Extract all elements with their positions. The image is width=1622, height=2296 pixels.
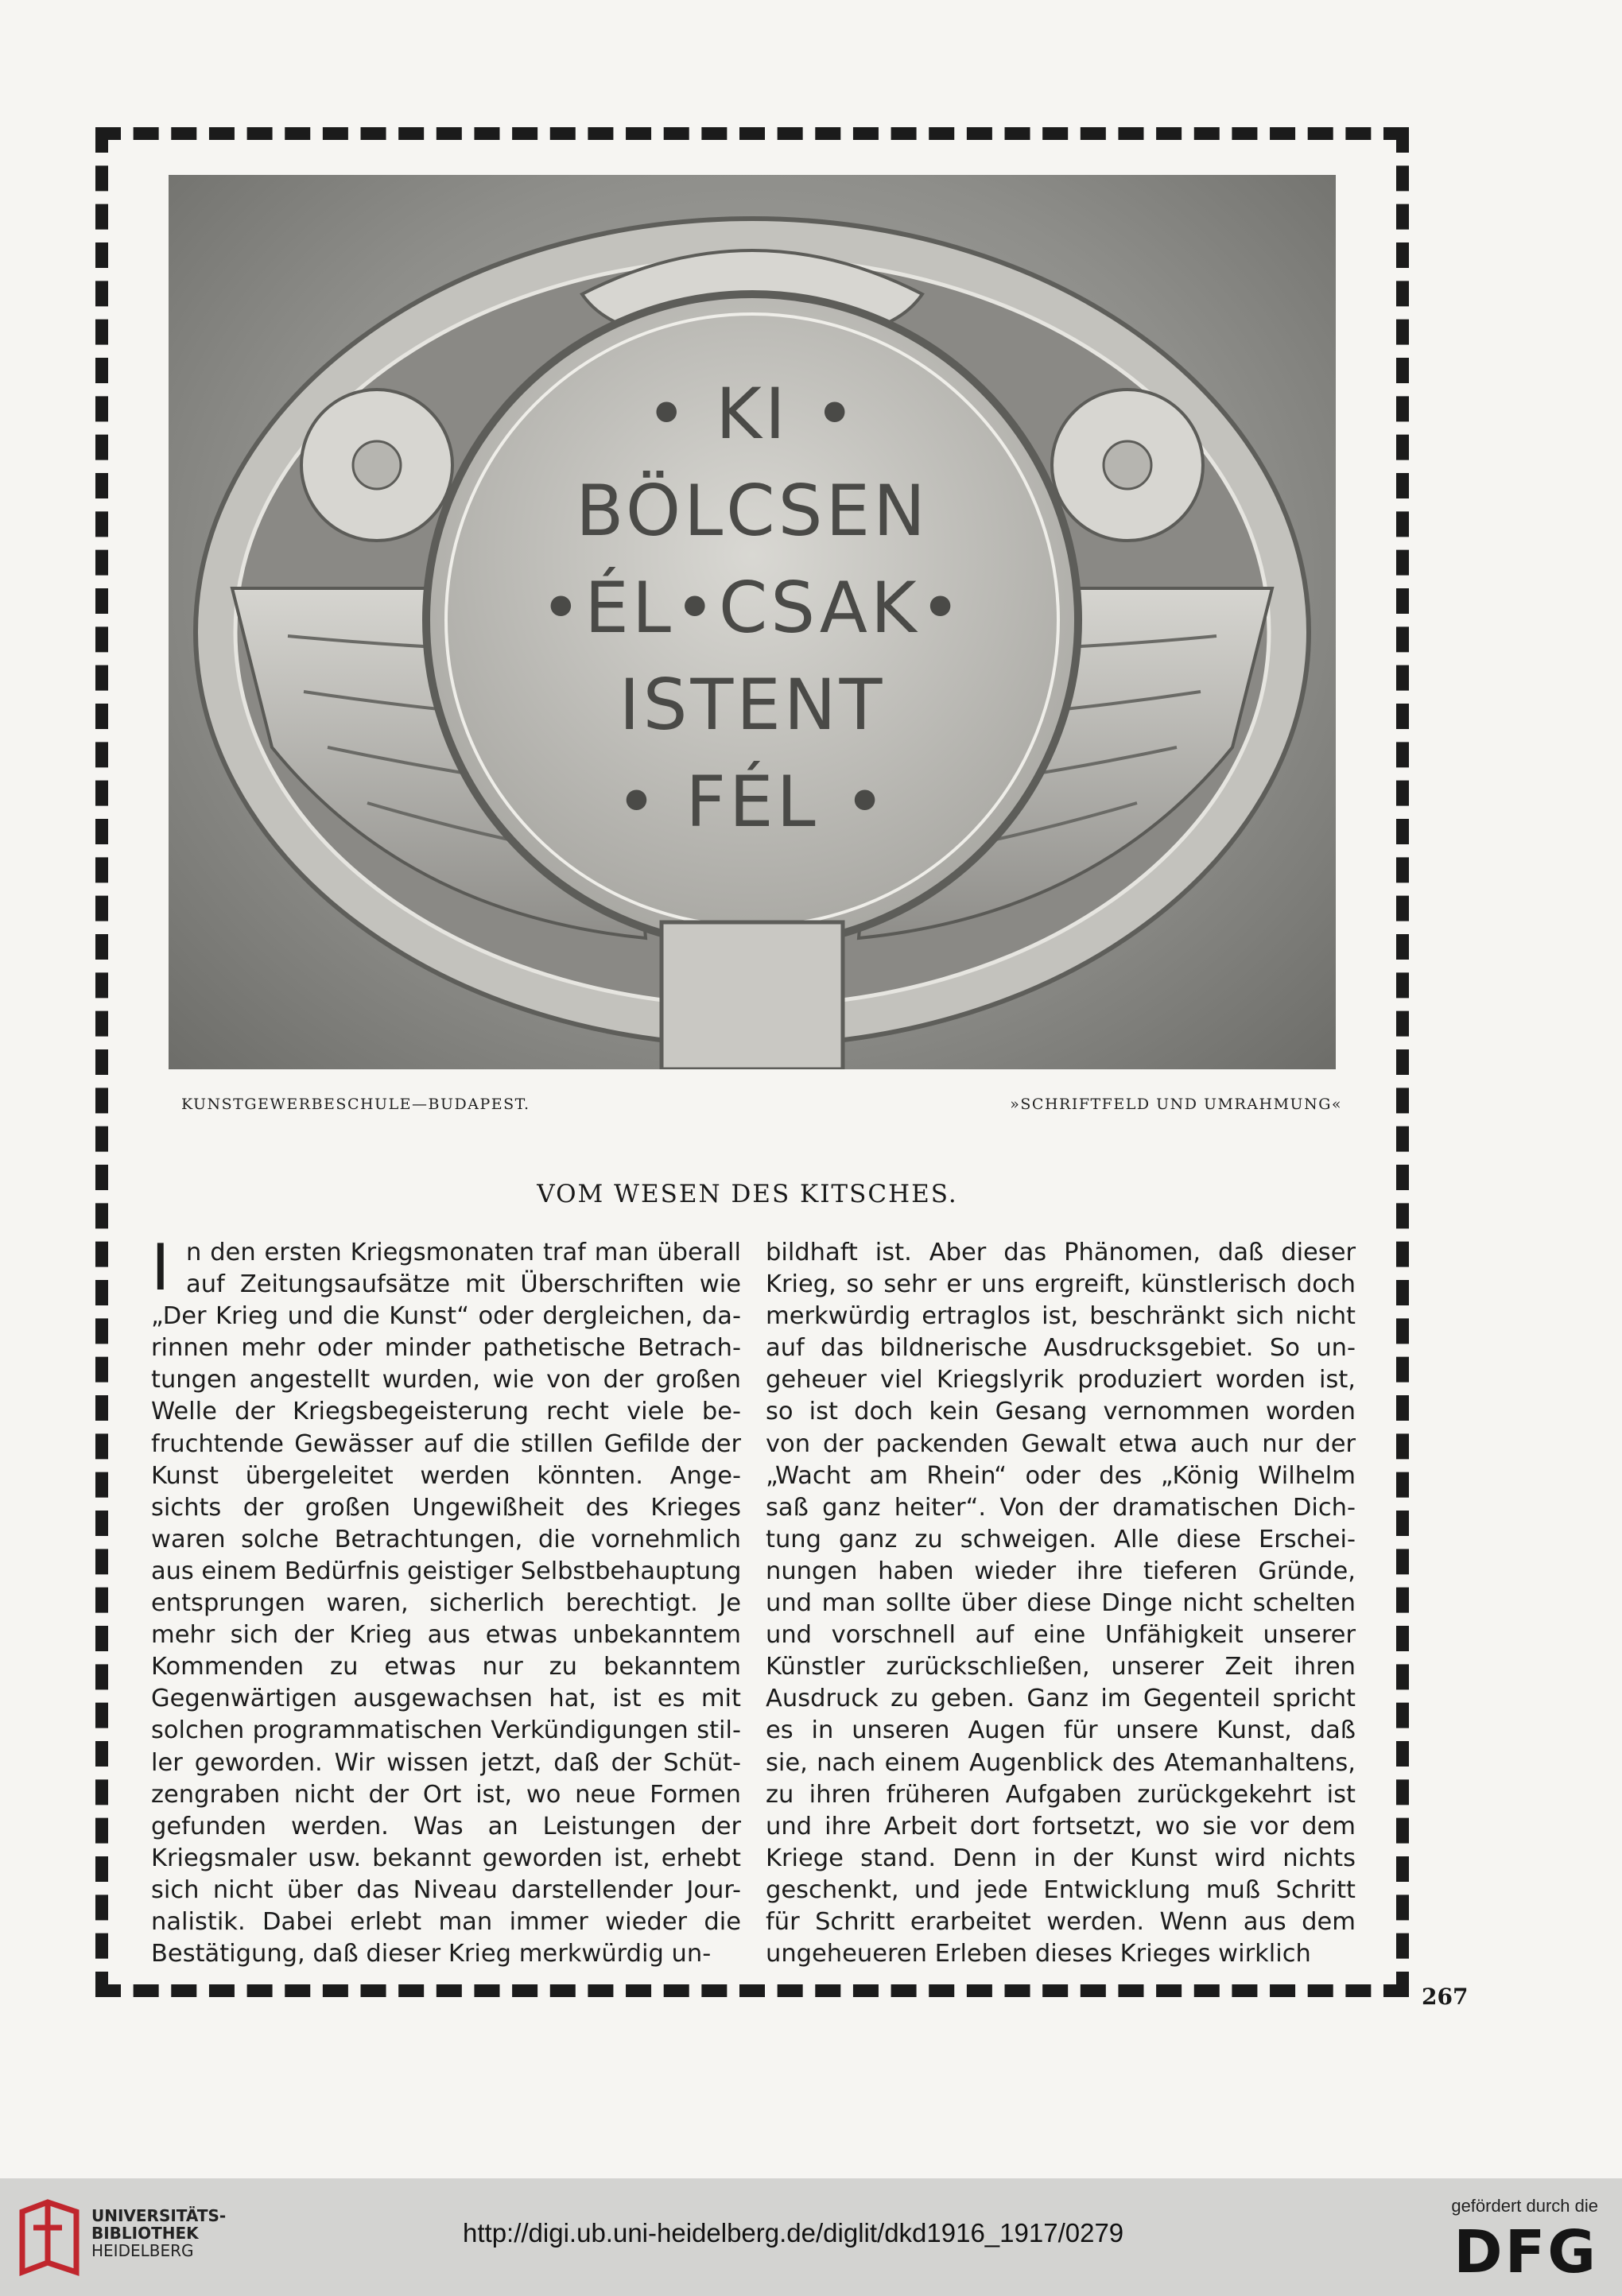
- text-line: merkwürdig ertraglos ist, beschränkt sich nicht: [766, 1302, 1356, 1331]
- inscription-line: •ÉL•CSAK•: [540, 567, 964, 649]
- library-name-line: BIBLIOTHEK: [91, 2224, 199, 2243]
- library-name-line: UNIVERSITÄTS-: [91, 2206, 227, 2225]
- text-line: es in unseren Augen für unsere Kunst, daß: [766, 1716, 1356, 1745]
- inscription-line: ISTENT: [619, 664, 886, 746]
- text-line: ler geworden. Wir wissen jetzt, daß der Schüt-: [151, 1748, 741, 1777]
- text-line: tung ganz zu schweigen. Alle diese Erschei-: [766, 1525, 1356, 1553]
- caption-left: KUNSTGEWERBESCHULE—BUDAPEST.: [181, 1096, 530, 1113]
- text-line: n den ersten Kriegsmonaten traf man überall: [186, 1239, 741, 1266]
- text-line: auf das bildnerische Ausdrucksgebiet. So un-: [766, 1334, 1356, 1363]
- funded-by-label: gefördert durch die: [1451, 2196, 1598, 2216]
- text-line: geschenkt, und jede Entwicklung muß Schritt: [766, 1875, 1356, 1904]
- text-line: sichts der großen Ungewißheit des Krieges: [151, 1493, 741, 1522]
- digitization-footer: [0, 2178, 1622, 2296]
- text-line: zu ihren früheren Aufgaben zurückgekehrt ist: [766, 1780, 1356, 1809]
- text-column-left: [151, 1231, 742, 1970]
- text-line: auf Zeitungsaufsätze mit Überschriften wie: [186, 1270, 741, 1299]
- text-line: entsprungen waren, sicherlich berechtigt. Je: [151, 1589, 741, 1618]
- text-line: nalistik. Dabei erlebt man immer wieder die: [151, 1907, 741, 1936]
- text-line: Kriegsmaler usw. bekannt geworden ist, erhebt: [151, 1844, 741, 1872]
- dfg-logo: DFG: [1453, 2218, 1598, 2286]
- text-line: saß ganz heiter“. Von der dramatischen Dich-: [766, 1493, 1356, 1522]
- text-line: Krieg, so sehr er uns ergreift, künstlerisch doch: [766, 1270, 1356, 1299]
- text-line: von der packenden Gewalt etwa auch nur der: [766, 1429, 1356, 1458]
- text-line: rinnen mehr oder minder pathetische Betrach-: [151, 1334, 741, 1363]
- text-line: zengraben nicht der Ort ist, wo neue Formen: [151, 1780, 741, 1809]
- inscription: [514, 366, 991, 851]
- text-line: aus einem Bedürfnis geistiger Selbstbehauptung: [151, 1557, 742, 1585]
- text-line: Kommenden zu etwas nur zu bekanntem: [151, 1653, 741, 1681]
- text-line: sie, nach einem Augenblick des Atemanhaltens,: [766, 1748, 1356, 1777]
- article-title: VOM WESEN DES KITSCHES.: [537, 1180, 958, 1208]
- text-column-right: [766, 1237, 1356, 1970]
- drop-cap: I: [151, 1231, 170, 1305]
- text-line: tungen angestellt wurden, wie von der großen: [151, 1366, 741, 1394]
- text-line: gefunden werden. Was an Leistungen der: [151, 1812, 741, 1840]
- text-line: „Wacht am Rhein“ oder des „König Wilhelm: [766, 1461, 1356, 1490]
- text-line: Gegenwärtigen ausgewachsen hat, ist es mit: [151, 1685, 741, 1713]
- text-line: Künstler zurückschließen, unserer Zeit ihren: [766, 1653, 1356, 1681]
- text-line: Ausdruck zu geben. Ganz im Gegenteil spricht: [766, 1685, 1356, 1713]
- text-line: und vorschnell auf eine Unfähigkeit unserer: [766, 1621, 1356, 1650]
- caption-right: »SCHRIFTFELD UND UMRAHMUNG«: [1010, 1096, 1342, 1113]
- text-line: für Schritt erarbeitet werden. Wenn aus dem: [766, 1907, 1356, 1936]
- text-line: Bestätigung, daß dieser Krieg merkwürdig un-: [151, 1940, 712, 1968]
- library-name-line: HEIDELBERG: [91, 2241, 194, 2260]
- text-line: mehr sich der Krieg aus etwas unbekanntem: [151, 1621, 741, 1650]
- text-line: Welle der Kriegsbegeisterung recht viele be-: [151, 1398, 741, 1426]
- relief-photograph: [169, 175, 1336, 1069]
- text-line: Kriege stand. Denn in der Kunst wird nichts: [766, 1844, 1356, 1872]
- text-line: „Der Krieg und die Kunst“ oder dergleichen, da-: [151, 1302, 741, 1331]
- text-line: so ist doch kein Gesang vernommen worden: [766, 1398, 1356, 1426]
- text-line: geheuer viel Kriegslyrik produziert worden ist,: [766, 1366, 1356, 1394]
- inscription-line: BÖLCSEN: [576, 470, 929, 552]
- inscription-line: • KI •: [646, 373, 859, 455]
- text-line: ungeheueren Erleben dieses Krieges wirklich: [766, 1940, 1311, 1968]
- page-number: 267: [1422, 1984, 1469, 2010]
- inscription-line: • FÉL •: [615, 761, 889, 843]
- text-line: sich nicht über das Niveau darstellender Jour-: [151, 1875, 741, 1904]
- text-line: nungen haben wieder ihre tieferen Gründe,: [766, 1557, 1356, 1585]
- text-line: Kunst übergeleitet werden könnten. Ange-: [151, 1461, 741, 1490]
- text-line: fruchtende Gewässer auf die stillen Gefilde der: [151, 1429, 741, 1458]
- text-line: waren solche Betrachtungen, die vornehmlich: [151, 1525, 741, 1553]
- text-line: bildhaft ist. Aber das Phänomen, daß dieser: [766, 1239, 1356, 1266]
- permalink[interactable]: http://digi.ub.uni-heidelberg.de/diglit/dkd1916_1917/0279: [463, 2218, 1124, 2248]
- library-logo-icon: [16, 2196, 83, 2283]
- text-line: solchen programmatischen Verkündigungen stil-: [151, 1716, 741, 1745]
- text-line: und man sollte über diese Dinge nicht schelten: [766, 1589, 1356, 1618]
- library-name: [91, 2207, 226, 2259]
- text-line: und ihre Arbeit dort fortsetzt, wo sie vor dem: [766, 1812, 1356, 1840]
